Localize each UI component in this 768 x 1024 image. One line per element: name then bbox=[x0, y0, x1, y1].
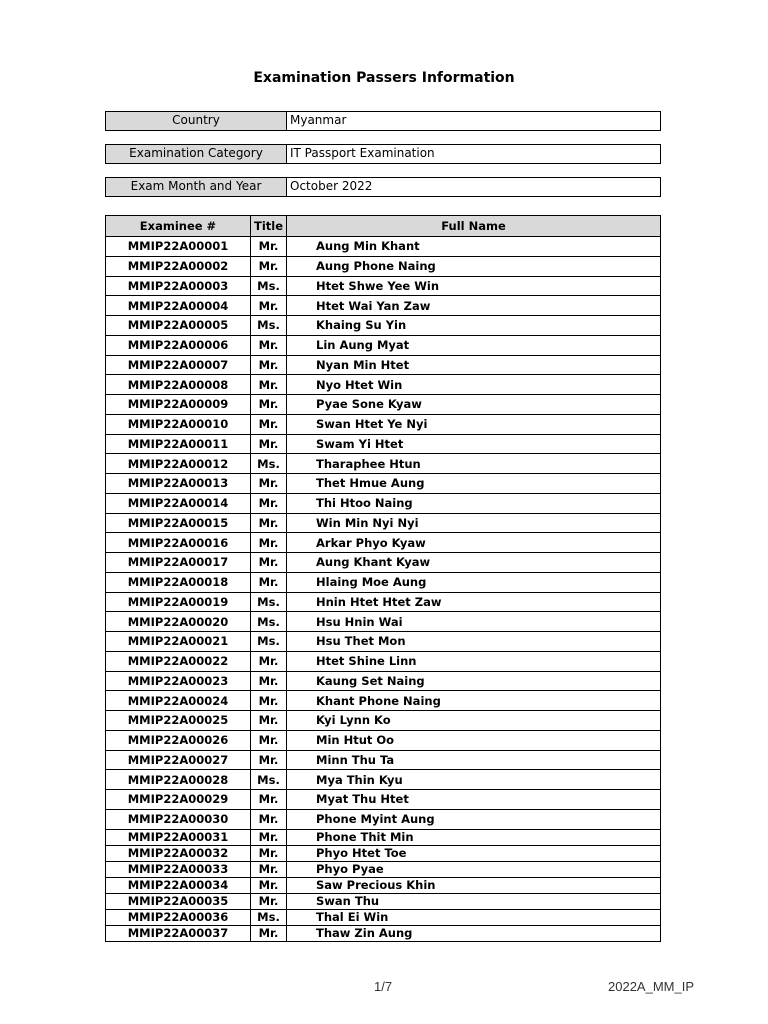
examinee-full-name: Thet Hmue Aung bbox=[287, 474, 661, 494]
examinee-full-name: Thaw Zin Aung bbox=[287, 925, 661, 941]
examinee-number: MMIP22A00006 bbox=[106, 335, 251, 355]
table-row bbox=[106, 893, 661, 909]
examinee-number: MMIP22A00024 bbox=[106, 691, 251, 711]
examinee-title: Ms. bbox=[251, 770, 287, 790]
table-header-row bbox=[106, 216, 661, 237]
exam-date-label: Exam Month and Year bbox=[106, 178, 287, 196]
table-row bbox=[106, 256, 661, 276]
examinee-number: MMIP22A00005 bbox=[106, 316, 251, 336]
examinee-full-name: Phyo Pyae bbox=[287, 861, 661, 877]
examinee-number: MMIP22A00015 bbox=[106, 513, 251, 533]
table-row bbox=[106, 651, 661, 671]
examinee-title: Ms. bbox=[251, 276, 287, 296]
table-row bbox=[106, 770, 661, 790]
examinee-title: Mr. bbox=[251, 414, 287, 434]
examinee-full-name: Htet Shwe Yee Win bbox=[287, 276, 661, 296]
examinee-title: Mr. bbox=[251, 893, 287, 909]
examinee-title: Mr. bbox=[251, 474, 287, 494]
table-row bbox=[106, 592, 661, 612]
category-value: IT Passport Examination bbox=[290, 146, 435, 160]
table-row bbox=[106, 572, 661, 592]
examinee-full-name: Nyo Htet Win bbox=[287, 375, 661, 395]
examinee-number: MMIP22A00034 bbox=[106, 877, 251, 893]
examinee-title: Mr. bbox=[251, 845, 287, 861]
examinee-number: MMIP22A00030 bbox=[106, 809, 251, 829]
examinee-full-name: Phyo Htet Toe bbox=[287, 845, 661, 861]
table-row bbox=[106, 612, 661, 632]
examinee-title: Mr. bbox=[251, 355, 287, 375]
examinee-number: MMIP22A00004 bbox=[106, 296, 251, 316]
examinee-number: MMIP22A00017 bbox=[106, 553, 251, 573]
table-row bbox=[106, 335, 661, 355]
examinee-title: Ms. bbox=[251, 592, 287, 612]
examinee-full-name: Kyi Lynn Ko bbox=[287, 711, 661, 731]
examinee-title: Ms. bbox=[251, 316, 287, 336]
examinee-title: Mr. bbox=[251, 691, 287, 711]
page-title: Examination Passers Information bbox=[253, 70, 515, 86]
examinee-number: MMIP22A00022 bbox=[106, 651, 251, 671]
examinee-number: MMIP22A00036 bbox=[106, 909, 251, 925]
examinee-full-name: Pyae Sone Kyaw bbox=[287, 395, 661, 415]
examinee-title: Mr. bbox=[251, 651, 287, 671]
examinee-full-name: Hnin Htet Htet Zaw bbox=[287, 592, 661, 612]
examinee-full-name: Khaing Su Yin bbox=[287, 316, 661, 336]
category-label: Examination Category bbox=[106, 145, 287, 163]
document-id: 2022A_MM_IP bbox=[608, 979, 694, 994]
examinee-title: Mr. bbox=[251, 711, 287, 731]
table-row bbox=[106, 454, 661, 474]
examinee-title: Mr. bbox=[251, 925, 287, 941]
examinee-full-name: Minn Thu Ta bbox=[287, 750, 661, 770]
examinee-full-name: Khant Phone Naing bbox=[287, 691, 661, 711]
table-row bbox=[106, 553, 661, 573]
examinee-title: Mr. bbox=[251, 553, 287, 573]
examinee-title: Ms. bbox=[251, 632, 287, 652]
examinee-title: Mr. bbox=[251, 861, 287, 877]
category-row bbox=[105, 144, 661, 164]
examinee-number: MMIP22A00016 bbox=[106, 533, 251, 553]
examinee-title: Mr. bbox=[251, 671, 287, 691]
table-row bbox=[106, 877, 661, 893]
table-row bbox=[106, 809, 661, 829]
examinee-title: Mr. bbox=[251, 335, 287, 355]
table-row bbox=[106, 533, 661, 553]
examinee-number: MMIP22A00011 bbox=[106, 434, 251, 454]
examinee-number: MMIP22A00037 bbox=[106, 925, 251, 941]
examinee-title: Ms. bbox=[251, 612, 287, 632]
examinee-title: Mr. bbox=[251, 493, 287, 513]
header-examinee: Examinee # bbox=[106, 216, 251, 237]
examinee-title: Mr. bbox=[251, 809, 287, 829]
examinee-number: MMIP22A00018 bbox=[106, 572, 251, 592]
examinee-number: MMIP22A00025 bbox=[106, 711, 251, 731]
table-row bbox=[106, 316, 661, 336]
table-row bbox=[106, 474, 661, 494]
table-row bbox=[106, 829, 661, 845]
examinee-number: MMIP22A00023 bbox=[106, 671, 251, 691]
examinee-title: Ms. bbox=[251, 909, 287, 925]
examinee-full-name: Phone Thit Min bbox=[287, 829, 661, 845]
examinee-number: MMIP22A00028 bbox=[106, 770, 251, 790]
examinee-title: Mr. bbox=[251, 750, 287, 770]
examinee-full-name: Saw Precious Khin bbox=[287, 877, 661, 893]
examinee-title: Mr. bbox=[251, 533, 287, 553]
examinee-title: Mr. bbox=[251, 375, 287, 395]
examinee-title: Mr. bbox=[251, 237, 287, 257]
examinee-number: MMIP22A00029 bbox=[106, 790, 251, 810]
table-row bbox=[106, 730, 661, 750]
table-row bbox=[106, 691, 661, 711]
examinee-full-name: Arkar Phyo Kyaw bbox=[287, 533, 661, 553]
examinee-number: MMIP22A00027 bbox=[106, 750, 251, 770]
examinee-title: Mr. bbox=[251, 877, 287, 893]
examinee-title: Mr. bbox=[251, 790, 287, 810]
examinee-title: Mr. bbox=[251, 296, 287, 316]
country-row bbox=[105, 111, 661, 131]
examinee-full-name: Hsu Thet Mon bbox=[287, 632, 661, 652]
examinee-number: MMIP22A00014 bbox=[106, 493, 251, 513]
table-row bbox=[106, 355, 661, 375]
examinee-number: MMIP22A00012 bbox=[106, 454, 251, 474]
header-full-name: Full Name bbox=[287, 216, 661, 237]
exam-date-value: October 2022 bbox=[290, 179, 373, 193]
examinee-title: Mr. bbox=[251, 572, 287, 592]
examinee-number: MMIP22A00003 bbox=[106, 276, 251, 296]
table-row bbox=[106, 711, 661, 731]
examinee-full-name: Win Min Nyi Nyi bbox=[287, 513, 661, 533]
header-title: Title bbox=[251, 216, 287, 237]
examinee-title: Mr. bbox=[251, 256, 287, 276]
examinee-number: MMIP22A00001 bbox=[106, 237, 251, 257]
examinee-number: MMIP22A00021 bbox=[106, 632, 251, 652]
examinee-number: MMIP22A00007 bbox=[106, 355, 251, 375]
examinee-title: Mr. bbox=[251, 730, 287, 750]
examinee-full-name: Mya Thin Kyu bbox=[287, 770, 661, 790]
examinee-full-name: Hsu Hnin Wai bbox=[287, 612, 661, 632]
examinee-full-name: Myat Thu Htet bbox=[287, 790, 661, 810]
table-row bbox=[106, 434, 661, 454]
table-row bbox=[106, 493, 661, 513]
examinee-number: MMIP22A00013 bbox=[106, 474, 251, 494]
examinee-full-name: Min Htut Oo bbox=[287, 730, 661, 750]
examinee-full-name: Aung Khant Kyaw bbox=[287, 553, 661, 573]
examinee-number: MMIP22A00026 bbox=[106, 730, 251, 750]
table-row bbox=[106, 296, 661, 316]
examinee-full-name: Nyan Min Htet bbox=[287, 355, 661, 375]
examinee-number: MMIP22A00010 bbox=[106, 414, 251, 434]
examinee-title: Mr. bbox=[251, 395, 287, 415]
page-number: 1/7 bbox=[374, 979, 393, 994]
examinee-full-name: Swam Yi Htet bbox=[287, 434, 661, 454]
table-row bbox=[106, 414, 661, 434]
examinee-number: MMIP22A00035 bbox=[106, 893, 251, 909]
table-row bbox=[106, 632, 661, 652]
table-row bbox=[106, 750, 661, 770]
examinee-number: MMIP22A00009 bbox=[106, 395, 251, 415]
table-row bbox=[106, 276, 661, 296]
examinee-number: MMIP22A00031 bbox=[106, 829, 251, 845]
examinee-full-name: Htet Wai Yan Zaw bbox=[287, 296, 661, 316]
exam-date-row bbox=[105, 177, 661, 197]
table-row bbox=[106, 861, 661, 877]
examinee-number: MMIP22A00002 bbox=[106, 256, 251, 276]
country-value: Myanmar bbox=[290, 113, 347, 127]
examinee-full-name: Aung Min Khant bbox=[287, 237, 661, 257]
examinee-full-name: Hlaing Moe Aung bbox=[287, 572, 661, 592]
examinee-title: Ms. bbox=[251, 454, 287, 474]
examinee-full-name: Aung Phone Naing bbox=[287, 256, 661, 276]
country-label: Country bbox=[106, 112, 287, 130]
examinee-full-name: Kaung Set Naing bbox=[287, 671, 661, 691]
examinee-number: MMIP22A00019 bbox=[106, 592, 251, 612]
examinee-full-name: Htet Shine Linn bbox=[287, 651, 661, 671]
table-row bbox=[106, 671, 661, 691]
examinee-full-name: Lin Aung Myat bbox=[287, 335, 661, 355]
table-row bbox=[106, 925, 661, 941]
passers-table bbox=[105, 215, 661, 942]
examinee-number: MMIP22A00032 bbox=[106, 845, 251, 861]
table-row bbox=[106, 845, 661, 861]
table-body bbox=[106, 237, 661, 942]
examinee-full-name: Thal Ei Win bbox=[287, 909, 661, 925]
examinee-full-name: Phone Myint Aung bbox=[287, 809, 661, 829]
examinee-full-name: Tharaphee Htun bbox=[287, 454, 661, 474]
table-row bbox=[106, 513, 661, 533]
examinee-number: MMIP22A00033 bbox=[106, 861, 251, 877]
examinee-full-name: Swan Thu bbox=[287, 893, 661, 909]
table-row bbox=[106, 395, 661, 415]
table-row bbox=[106, 909, 661, 925]
examinee-title: Mr. bbox=[251, 513, 287, 533]
examinee-full-name: Swan Htet Ye Nyi bbox=[287, 414, 661, 434]
table-row bbox=[106, 237, 661, 257]
examinee-number: MMIP22A00008 bbox=[106, 375, 251, 395]
examinee-title: Mr. bbox=[251, 829, 287, 845]
table-row bbox=[106, 375, 661, 395]
examinee-full-name: Thi Htoo Naing bbox=[287, 493, 661, 513]
examinee-title: Mr. bbox=[251, 434, 287, 454]
examinee-number: MMIP22A00020 bbox=[106, 612, 251, 632]
table-row bbox=[106, 790, 661, 810]
